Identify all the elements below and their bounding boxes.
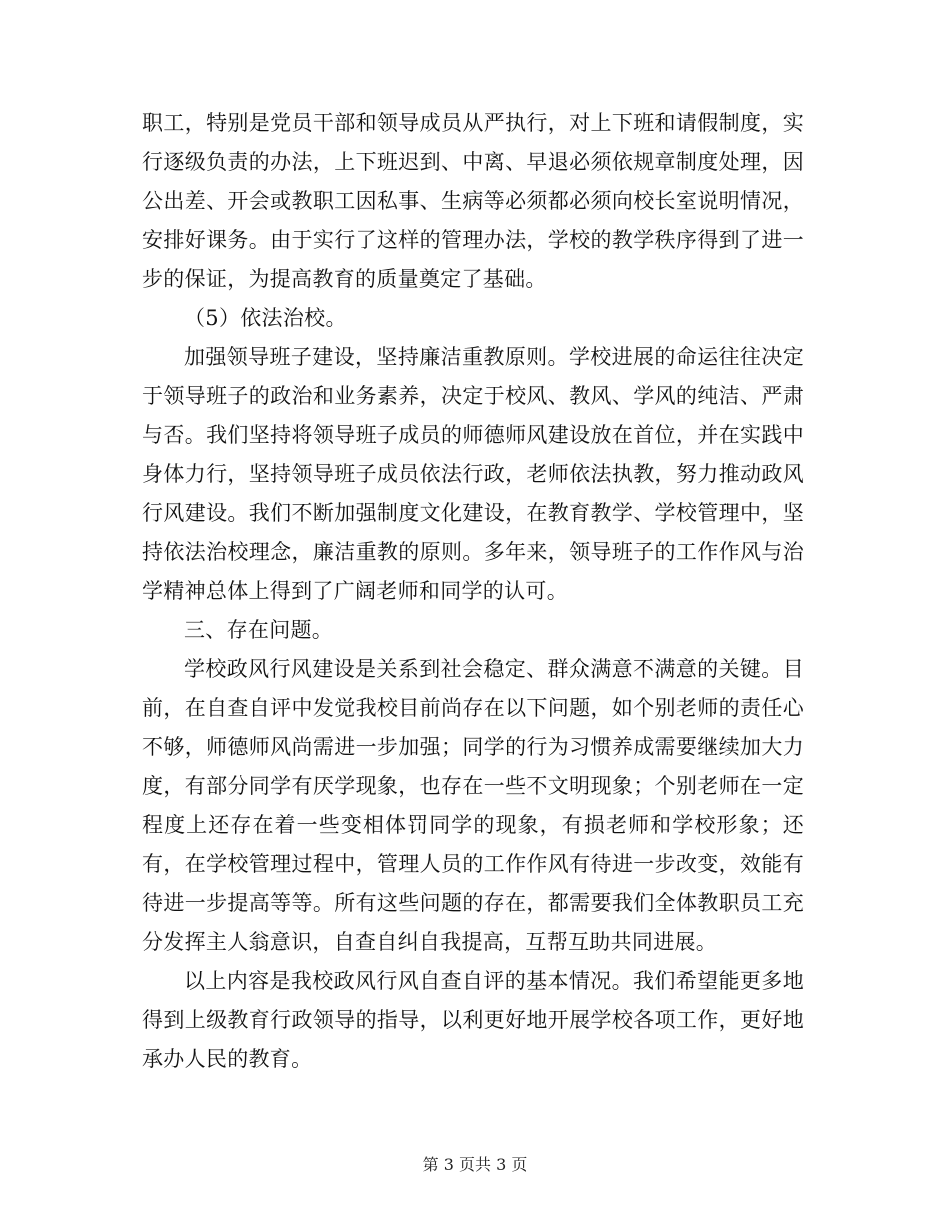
section-heading-problems: 三、存在问题。 <box>184 618 334 642</box>
paragraph-problems: 学校政风行风建设是关系到社会稳定、群众满意不满意的关键。目前，在自查自评中发觉我校目前尚存在以下问题，如个别老师的责任心不够，师德师风尚需进一步加强；同学的行为习惯养成需要继续加大力度，有部分同学有厌学现象，也存在一些不文明现象；个别老师在一定程度上还存在着一些变相体罚同学的现象，有损老师和学校形象；还有，在学校管理过程中，管理人员的工作作风有待进一步改变，效能有待进一步提高等等。所有这些问题的存在，都需要我们全体教职员工充分发挥主人翁意识，自查自纠自我提高，互帮互助共同进展。 <box>142 657 804 954</box>
document-body <box>142 104 804 1079</box>
page-number-footer: 第 3 页共 3 页 <box>422 1155 528 1174</box>
subheading-rule-of-law: （5）依法治校。 <box>184 306 347 330</box>
paragraph-conclusion: 以上内容是我校政风行风自查自评的基本情况。我们希望能更多地得到上级教育行政领导的指导，以利更好地开展学校各项工作，更好地承办人民的教育。 <box>142 969 804 1071</box>
paragraph-leadership: 加强领导班子建设，坚持廉洁重教原则。学校进展的命运往往决定于领导班子的政治和业务素养，决定于校风、教风、学风的纯洁、严肃与否。我们坚持将领导班子成员的师德师风建设放在首位，并在实践中身体力行，坚持领导班子成员依法行政，老师依法执教，努力推动政风行风建设。我们不断加强制度文化建设，在教育教学、学校管理中，坚持依法治校理念，廉洁重教的原则。多年来，领导班子的工作作风与治学精神总体上得到了广阔老师和同学的认可。 <box>142 345 804 603</box>
paragraph-continued: 职工，特别是党员干部和领导成员从严执行，对上下班和请假制度，实行逐级负责的办法，上下班迟到、中离、早退必须依规章制度处理，因公出差、开会或教职工因私事、生病等必须都必须向校长室说明情况，安排好课务。由于实行了这样的管理办法，学校的教学秩序得到了进一步的保证，为提高教育的质量奠定了基础。 <box>142 111 804 291</box>
